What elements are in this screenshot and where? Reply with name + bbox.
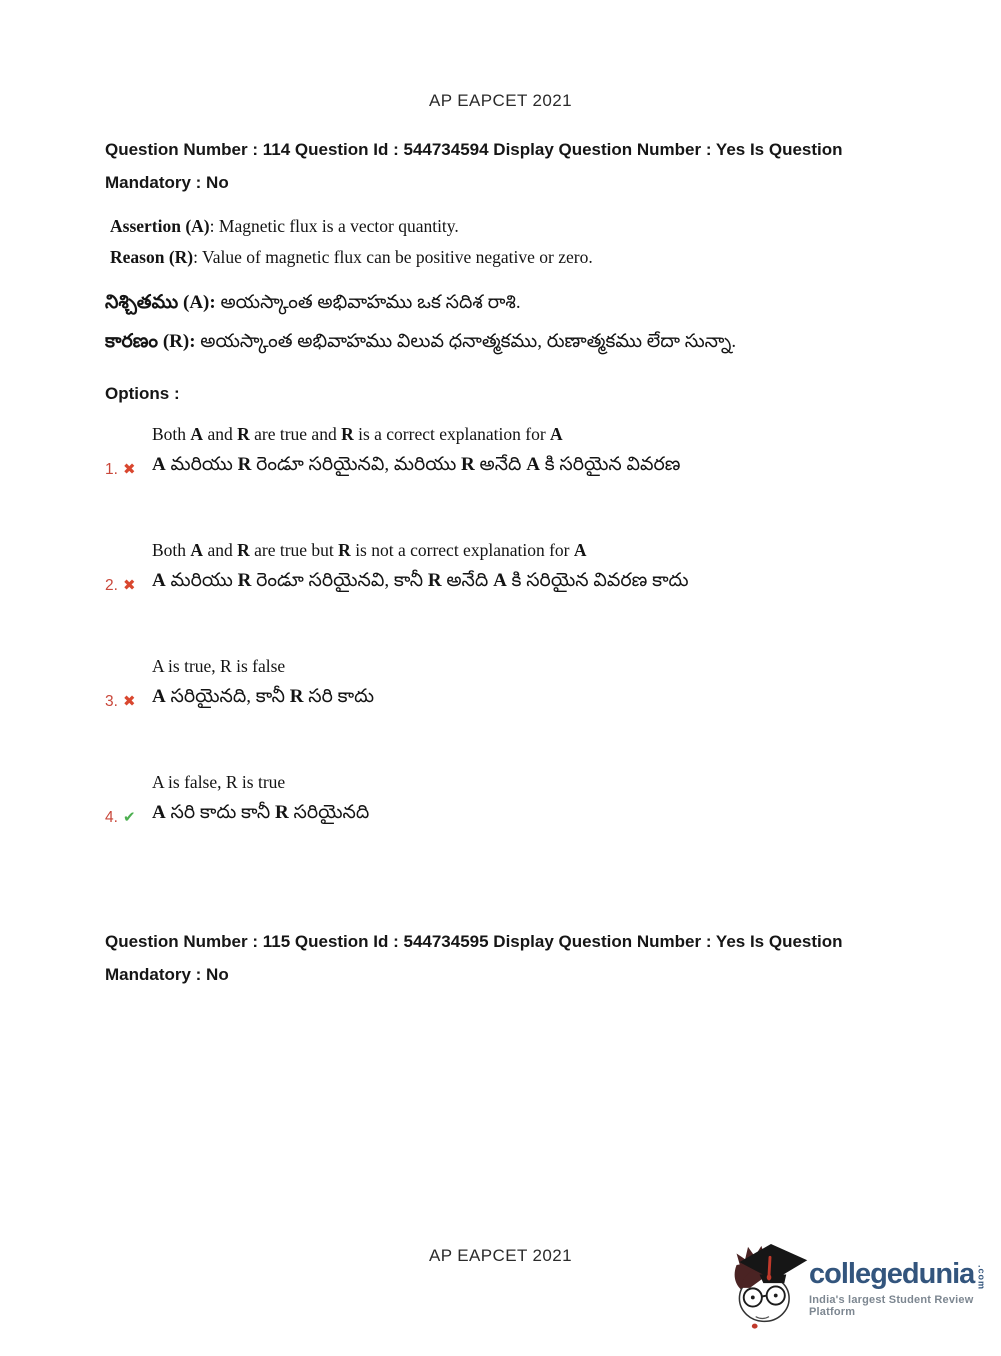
collegedunia-logo: [727, 1238, 995, 1338]
question-115-meta: [105, 925, 911, 991]
collegedunia-mascot-icon: [727, 1238, 813, 1334]
option-3-english: A is true, R is false: [152, 656, 286, 676]
assertion-english: Assertion (A): Magnetic flux is a vector quantity.: [110, 216, 459, 236]
question-114-meta-line2: Mandatory : No: [105, 173, 229, 192]
option-1-english: Both A and R are true and R is a correct explanation for A: [152, 424, 563, 444]
option-1-number: 1.: [105, 461, 118, 478]
option-1-text: [152, 420, 680, 482]
option-1-telugu: A మరియు R రెండూ సరియైనవి, మరియు R అనేది A కి సరియైన వివరణ: [152, 454, 681, 475]
option-2-number: 2.: [105, 577, 118, 594]
option-3-marker: [105, 693, 152, 714]
assertion-telugu: నిశ్చితము (A): అయస్కాంత అభివాహము ఒక సదిశ రాశి.: [105, 292, 521, 313]
option-4-english: A is false, R is true: [152, 772, 286, 792]
option-4-marker: [105, 809, 152, 830]
reason-english: Reason (R): Value of magnetic flux can be positive negative or zero.: [110, 247, 593, 267]
wrong-answer-icon: ✖: [122, 461, 136, 478]
page-footer-title: AP EAPCET 2021: [429, 1246, 572, 1265]
options-label: Options :: [105, 384, 180, 403]
option-2-telugu: A మరియు R రెండూ సరియైనవి, కానీ R అనేది A కి సరియైన వివరణ కాదు: [152, 570, 689, 591]
option-3-text: [152, 652, 374, 714]
assertion-reason-telugu: [105, 283, 911, 361]
wrong-answer-icon: ✖: [122, 577, 136, 594]
option-1: [105, 420, 946, 482]
option-4-number: 4.: [105, 809, 118, 826]
question-115-meta-line1: Question Number : 115 Question Id : 544734595 Display Question Number : Yes Is Question: [105, 932, 843, 951]
option-3-telugu: A సరియైనది, కానీ R సరి కాదు: [152, 686, 375, 707]
option-4-telugu: A సరి కాదు కానీ R సరియైనది: [152, 802, 370, 823]
collegedunia-logo-text: [809, 1260, 995, 1318]
wrong-answer-icon: ✖: [122, 693, 136, 710]
question-115-meta-line2: Mandatory : No: [105, 965, 229, 984]
collegedunia-domain: .com: [976, 1265, 987, 1291]
option-4-text: [152, 768, 369, 830]
option-2-english: Both A and R are true but R is not a correct explanation for A: [152, 540, 587, 560]
question-114-meta: [105, 133, 911, 199]
option-3: [105, 652, 946, 714]
reason-telugu: కారణం (R): అయస్కాంత అభివాహము విలువ ధనాత్మకము, రుణాత్మకము లేదా సున్నా.: [105, 331, 737, 352]
option-2-marker: [105, 577, 152, 598]
question-114-meta-line1: Question Number : 114 Question Id : 544734594 Display Question Number : Yes Is Question: [105, 140, 843, 159]
option-2-text: [152, 536, 689, 598]
correct-answer-icon: ✔: [122, 809, 136, 826]
option-4: [105, 768, 946, 830]
page-header-title: AP EAPCET 2021: [429, 91, 572, 110]
collegedunia-tagline: India's largest Student Review Platform: [809, 1294, 974, 1319]
option-2: [105, 536, 946, 598]
assertion-reason-english: [110, 211, 891, 273]
options-list: [105, 420, 946, 884]
collegedunia-brand-name: collegedunia: [809, 1258, 975, 1290]
option-1-marker: [105, 461, 152, 482]
option-3-number: 3.: [105, 693, 118, 710]
